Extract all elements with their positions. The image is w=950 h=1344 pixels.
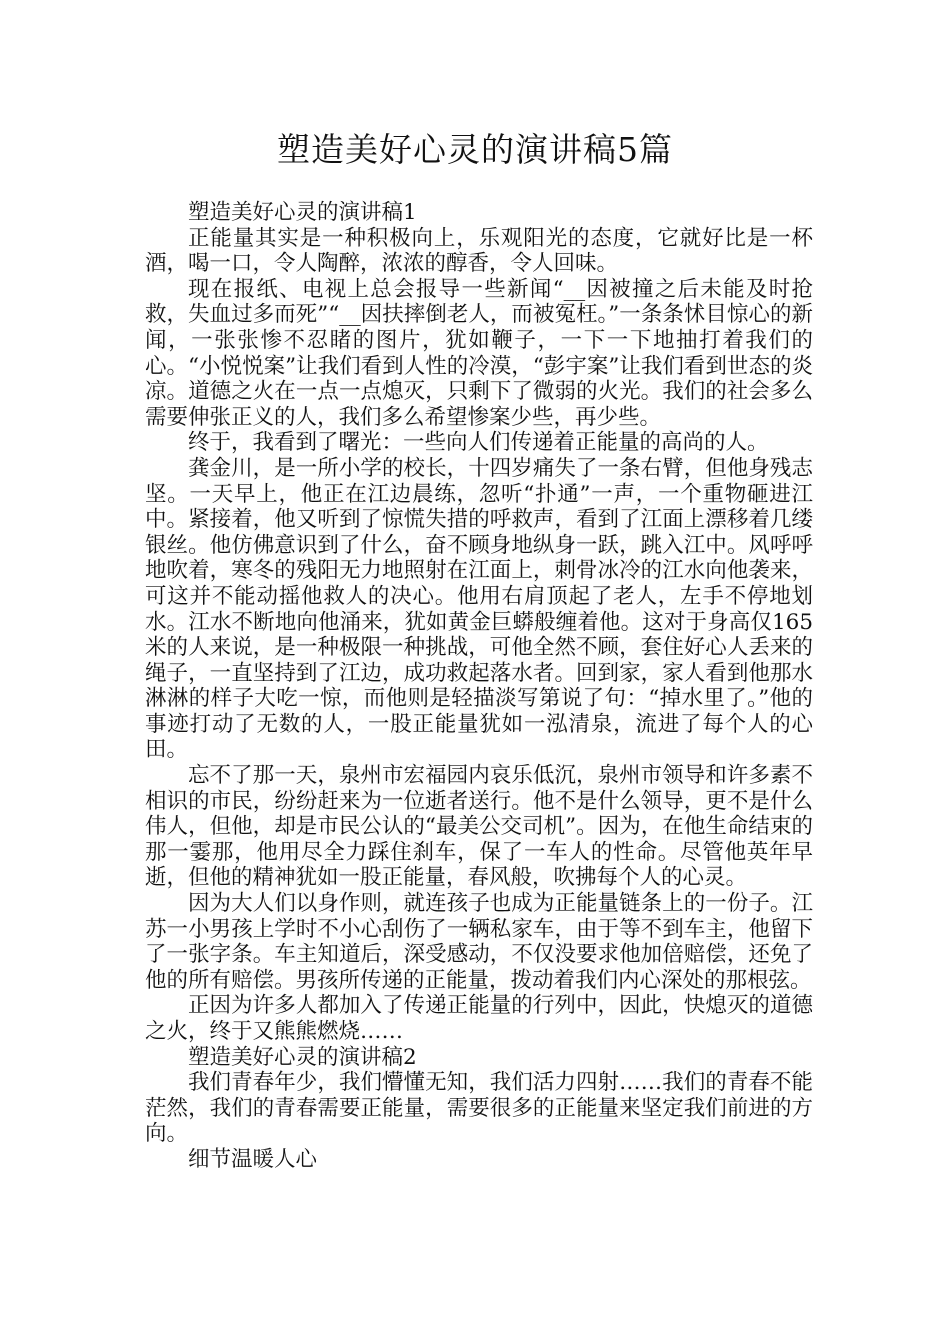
subheading: 细节温暖人心 — [188, 1146, 318, 1172]
paragraph: 终于，我看到了曙光：一些向人们传递着正能量的高尚的人。 — [188, 430, 769, 456]
document-body — [145, 200, 813, 1173]
paragraph: 忘不了那一天，泉州市宏福园内哀乐低沉，泉州市领导和许多素不相识的市民，纷纷赶来为一位逝者送行。他不是什么领导，更不是什么伟人，但他，却是市民公认的“最美公交司机”。因为，在他生命结束的那一霎那，他用尽全力踩住刹车，保了一车人的性命。尽管他英年早逝，但他的精神犹如一股正能量，春风般，吹拂每个人的心灵。 — [145, 763, 813, 891]
page-title: 塑造美好心灵的演讲稿5篇 — [277, 130, 673, 169]
paragraph: 我们青春年少，我们懵懂无知，我们活力四射……我们的青春不能茫然，我们的青春需要正能量，需要很多的正能量来坚定我们前进的方向。 — [145, 1070, 813, 1147]
paragraph: 现在报纸、电视上总会报导一些新闻“__因被撞之后未能及时抢救，失血过多而死”“__因扶摔倒老人，而被冤枉。”一条条怵目惊心的新闻，一张张惨不忍睹的图片，犹如鞭子，一下一下地抽打着我们的心。“小悦悦案”让我们看到人性的冷漠，“彭宇案”让我们看到世态的炎凉。道德之火在一点一点熄灭，只剩下了微弱的火光。我们的社会多么需要伸张正义的人，我们多么希望惨案少些，再少些。 — [145, 276, 813, 430]
paragraph: 正因为许多人都加入了传递正能量的行列中，因此，快熄灭的道德之火，终于又熊熊燃烧…… — [145, 993, 813, 1044]
section-heading: 塑造美好心灵的演讲稿1 — [188, 200, 417, 225]
paragraph: 因为大人们以身作则，就连孩子也成为正能量链条上的一份子。江苏一小男孩上学时不小心刮伤了一辆私家车，由于等不到车主，他留下了一张字条。车主知道后，深受感动，不仅没要求他加倍赔偿，还免了他的所有赔偿。男孩所传递的正能量，拨动着我们内心深处的那根弦。 — [145, 891, 813, 993]
section-heading: 塑造美好心灵的演讲稿2 — [188, 1044, 417, 1070]
paragraph: 正能量其实是一种积极向上，乐观阳光的态度，它就好比是一杯酒，喝一口，令人陶醉，浓浓的醇香，令人回味。 — [145, 225, 813, 277]
paragraph: 龚金川，是一所小学的校长，十四岁痛失了一条右臂，但他身残志坚。一天早上，他正在江边晨练，忽听“扑通”一声，一个重物砸进江中。紧接着，他又听到了惊慌失措的呼救声，看到了江面上漂移着几缕银丝。他仿佛意识到了什么，奋不顾身地纵身一跃，跳入江中。风呼呼地吹着，寒冬的残阳无力地照射在江面上，刺骨冰冷的江水向他袭来，可这并不能动摇他救人的决心。他用右肩顶起了老人，左手不停地划水。江水不断地向他涌来，犹如黄金巨蟒般缠着他。这对于身高仅165米的人来说，是一种极限一种挑战，可他全然不顾，套住好心人丢来的绳子，一直坚持到了江边，成功救起落水者。回到家，家人看到他那水淋淋的样子大吃一惊，而他则是轻描淡写第说了句：“掉水里了。”他的事迹打动了无数的人，一股正能量犹如一泓清泉，流进了每个人的心田。 — [145, 455, 813, 763]
